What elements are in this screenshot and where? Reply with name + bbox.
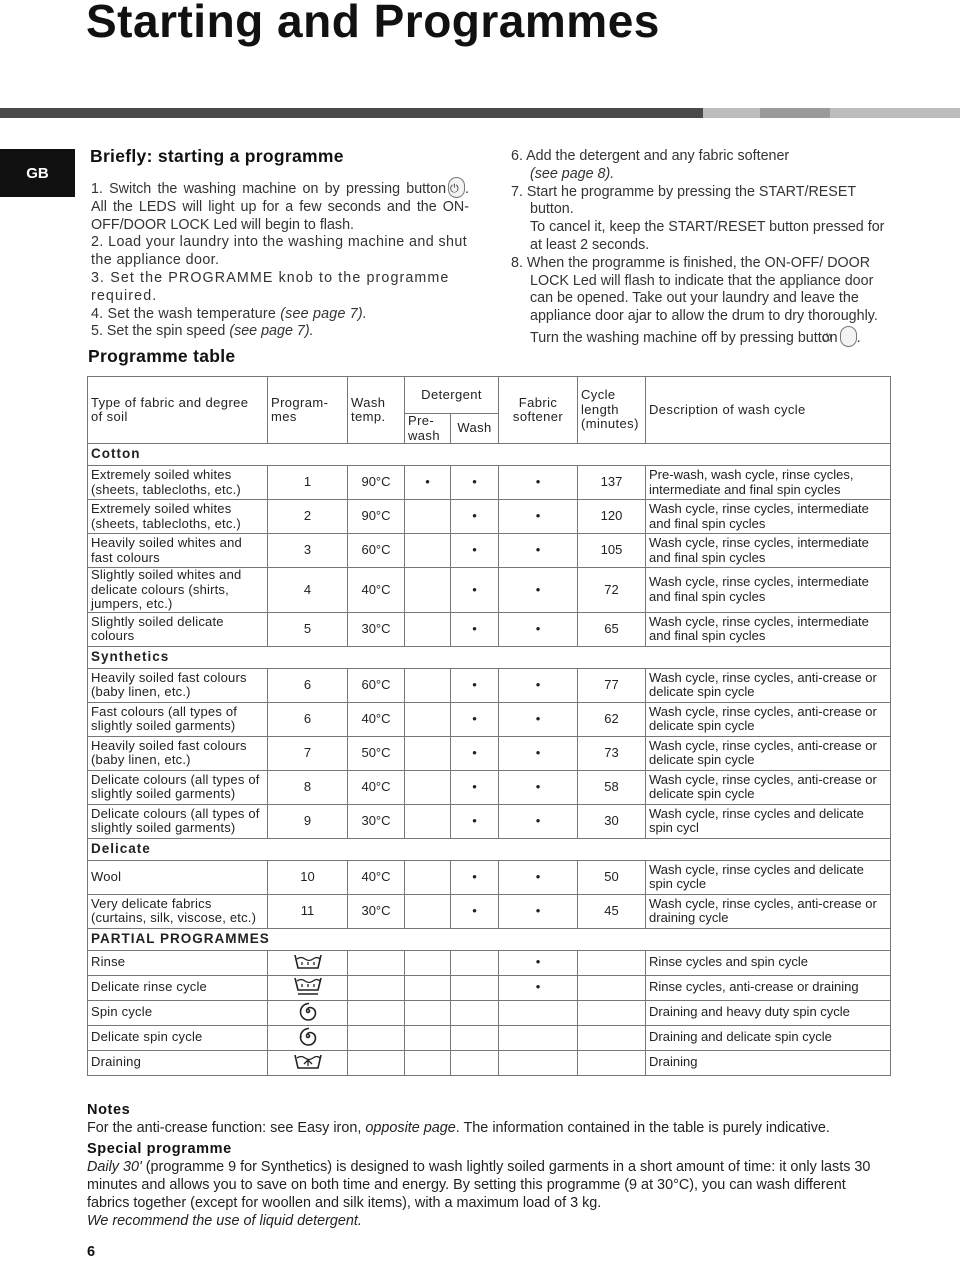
step-1: 1. Switch the washing machine on by pressing button⏻ . All the LEDS will light up for a few seconds and the ON-OFF/DOOR LOCK Led will begin to flash. bbox=[91, 177, 469, 234]
programme-symbol-cell bbox=[268, 1025, 348, 1050]
page-number: 6 bbox=[87, 1244, 96, 1260]
fabric-cell: Slightly soiled whites and delicate colours (shirts, jumpers, etc.) bbox=[88, 568, 268, 613]
programme-symbol-cell bbox=[268, 950, 348, 975]
description-cell: Wash cycle, rinse cycles and delicate spin cycle bbox=[646, 860, 891, 894]
cycle-minutes bbox=[578, 1025, 646, 1050]
power-button-icon bbox=[448, 177, 465, 198]
header-band-light bbox=[703, 108, 960, 118]
prewash-dot bbox=[405, 860, 451, 894]
table-row bbox=[88, 1050, 891, 1075]
wash-temp bbox=[348, 950, 405, 975]
wash-dot: • bbox=[451, 894, 499, 928]
description-cell: Wash cycle, rinse cycles, anti-crease or delicate spin cycle bbox=[646, 770, 891, 804]
header-band bbox=[0, 108, 703, 118]
cycle-minutes: 137 bbox=[578, 466, 646, 500]
wash-temp: 40°C bbox=[348, 860, 405, 894]
cycle-minutes: 72 bbox=[578, 568, 646, 613]
wash-temp bbox=[348, 1025, 405, 1050]
prewash-dot bbox=[405, 1025, 451, 1050]
table-row bbox=[88, 568, 891, 613]
description-cell: Wash cycle, rinse cycles and delicate spin cycl bbox=[646, 804, 891, 838]
cycle-minutes: 105 bbox=[578, 534, 646, 568]
softener-dot: • bbox=[499, 860, 578, 894]
wash-dot: • bbox=[451, 736, 499, 770]
step-4: 4. Set the wash temperature (see page 7). bbox=[91, 305, 368, 322]
prewash-dot bbox=[405, 894, 451, 928]
wash-temp: 30°C bbox=[348, 804, 405, 838]
description-cell: Wash cycle, rinse cycles, anti-crease or draining cycle bbox=[646, 894, 891, 928]
prewash-dot bbox=[405, 668, 451, 702]
cycle-minutes: 120 bbox=[578, 500, 646, 534]
cycle-minutes: 30 bbox=[578, 804, 646, 838]
wash-temp bbox=[348, 1000, 405, 1025]
description-cell: Draining and heavy duty spin cycle bbox=[646, 1000, 891, 1025]
softener-dot: • bbox=[499, 500, 578, 534]
wash-dot: • bbox=[451, 668, 499, 702]
prewash-dot bbox=[405, 568, 451, 613]
page-title: Starting and Programmes bbox=[86, 0, 660, 47]
rinse-icon bbox=[293, 952, 323, 974]
table-row bbox=[88, 736, 891, 770]
power-button-icon bbox=[840, 326, 857, 347]
header-detergent: Detergent bbox=[405, 377, 499, 414]
fabric-cell: Wool bbox=[88, 860, 268, 894]
description-cell: Wash cycle, rinse cycles, intermediate and final spin cycles bbox=[646, 568, 891, 613]
programme-symbol-cell bbox=[268, 1050, 348, 1075]
group-label: Delicate bbox=[88, 838, 891, 860]
fabric-cell: Rinse bbox=[88, 950, 268, 975]
notes-section bbox=[87, 1101, 887, 1230]
wash-temp: 90°C bbox=[348, 500, 405, 534]
wash-dot: • bbox=[451, 500, 499, 534]
cycle-minutes bbox=[578, 975, 646, 1000]
programme-table bbox=[87, 376, 891, 1076]
programme-symbol-cell bbox=[268, 975, 348, 1000]
description-cell: Draining and delicate spin cycle bbox=[646, 1025, 891, 1050]
wash-dot: • bbox=[451, 702, 499, 736]
header-softener: Fabric softener bbox=[499, 377, 578, 444]
softener-dot: • bbox=[499, 950, 578, 975]
briefly-steps-right bbox=[511, 148, 891, 348]
step-7: 7. Start he programme by pressing the START/RESET button. To cancel it, keep the START/RESET button pressed for at least 2 seconds. bbox=[511, 183, 885, 253]
fabric-cell: Heavily soiled whites and fast colours bbox=[88, 534, 268, 568]
programme-number: 6 bbox=[268, 668, 348, 702]
table-row bbox=[88, 534, 891, 568]
wash-dot: • bbox=[451, 804, 499, 838]
fabric-cell: Spin cycle bbox=[88, 1000, 268, 1025]
language-tab: GB bbox=[0, 149, 75, 197]
cycle-minutes bbox=[578, 950, 646, 975]
table-row bbox=[88, 500, 891, 534]
fabric-cell: Extremely soiled whites (sheets, tablecloths, etc.) bbox=[88, 466, 268, 500]
header-wash: Wash bbox=[451, 414, 499, 444]
header-programmes: Program-mes bbox=[268, 377, 348, 444]
prewash-dot bbox=[405, 612, 451, 646]
group-label: PARTIAL PROGRAMMES bbox=[88, 928, 891, 950]
programme-number: 1 bbox=[268, 466, 348, 500]
fabric-cell: Delicate colours (all types of slightly soiled garments) bbox=[88, 770, 268, 804]
header-cycle-length: Cycle length (minutes) bbox=[578, 377, 646, 444]
special-programme-text: Daily 30' (programme 9 for Synthetics) is designed to wash lightly soiled garments in a short amount of time: it only lasts 30 minutes and allows you to save on both time and energy. By setting this programme (9 at 30°C), you can wash different fabrics together (except for woollen and silk items), with a maximum load of 3 kg. We recommend the use of liquid detergent. bbox=[87, 1159, 871, 1229]
table-row bbox=[88, 668, 891, 702]
notes-text: For the anti-crease function: see Easy iron, opposite page. The information contained in the table is purely indicative. bbox=[87, 1120, 830, 1136]
softener-dot bbox=[499, 1000, 578, 1025]
softener-dot bbox=[499, 1025, 578, 1050]
wash-temp: 90°C bbox=[348, 466, 405, 500]
cycle-minutes: 45 bbox=[578, 894, 646, 928]
softener-dot: • bbox=[499, 568, 578, 613]
description-cell: Wash cycle, rinse cycles, anti-crease or delicate spin cycle bbox=[646, 702, 891, 736]
wash-dot bbox=[451, 950, 499, 975]
header-band-chip bbox=[760, 108, 830, 118]
prewash-dot bbox=[405, 534, 451, 568]
wash-temp bbox=[348, 1050, 405, 1075]
softener-dot: • bbox=[499, 702, 578, 736]
step-5: 5. Set the spin speed (see page 7). bbox=[91, 323, 314, 340]
cycle-minutes bbox=[578, 1000, 646, 1025]
fabric-cell: Draining bbox=[88, 1050, 268, 1075]
programme-number: 9 bbox=[268, 804, 348, 838]
header-fabric: Type of fabric and degree of soil bbox=[88, 377, 268, 444]
softener-dot: • bbox=[499, 668, 578, 702]
table-row bbox=[88, 466, 891, 500]
group-label: Synthetics bbox=[88, 646, 891, 668]
spin-icon bbox=[298, 1001, 318, 1025]
briefly-heading: Briefly: starting a programme bbox=[90, 146, 344, 166]
description-cell: Draining bbox=[646, 1050, 891, 1075]
wash-dot: • bbox=[451, 568, 499, 613]
step-2: 2. Load your laundry into the washing machine and shut the appliance door. bbox=[91, 234, 468, 269]
softener-dot: • bbox=[499, 894, 578, 928]
softener-dot: • bbox=[499, 612, 578, 646]
table-row bbox=[88, 1025, 891, 1050]
wash-temp: 40°C bbox=[348, 568, 405, 613]
notes-heading: Notes bbox=[87, 1102, 131, 1118]
header-temp: Wash temp. bbox=[348, 377, 405, 444]
programme-number: 8 bbox=[268, 770, 348, 804]
prewash-dot bbox=[405, 975, 451, 1000]
wash-dot bbox=[451, 1050, 499, 1075]
prewash-dot bbox=[405, 950, 451, 975]
briefly-steps bbox=[91, 177, 469, 341]
softener-dot: • bbox=[499, 466, 578, 500]
wash-dot bbox=[451, 1000, 499, 1025]
wash-dot bbox=[451, 975, 499, 1000]
group-row-delicate bbox=[88, 838, 891, 860]
prewash-dot bbox=[405, 736, 451, 770]
cycle-minutes: 65 bbox=[578, 612, 646, 646]
group-row-synthetics bbox=[88, 646, 891, 668]
programme-number: 10 bbox=[268, 860, 348, 894]
programme-number: 2 bbox=[268, 500, 348, 534]
wash-dot: • bbox=[451, 534, 499, 568]
cycle-minutes: 50 bbox=[578, 860, 646, 894]
fabric-cell: Heavily soiled fast colours (baby linen, etc.) bbox=[88, 736, 268, 770]
softener-dot: • bbox=[499, 975, 578, 1000]
group-label: Cotton bbox=[88, 444, 891, 466]
wash-temp: 60°C bbox=[348, 668, 405, 702]
step-8: 8. When the programme is finished, the ON-OFF/ DOOR LOCK Led will flash to indicate that the appliance door can be opened. Take out your laundry and leave the appliance door ajar to allow the drum to dry thoroughly. Turn the washing machine off by pressing button⏻ . bbox=[511, 255, 891, 348]
fabric-cell: Delicate colours (all types of slightly soiled garments) bbox=[88, 804, 268, 838]
prewash-dot bbox=[405, 1050, 451, 1075]
table-row bbox=[88, 804, 891, 838]
softener-dot: • bbox=[499, 736, 578, 770]
fabric-cell: Very delicate fabrics (curtains, silk, viscose, etc.) bbox=[88, 894, 268, 928]
cycle-minutes bbox=[578, 1050, 646, 1075]
programme-symbol-cell bbox=[268, 1000, 348, 1025]
description-cell: Wash cycle, rinse cycles, intermediate and final spin cycles bbox=[646, 534, 891, 568]
fabric-cell: Extremely soiled whites (sheets, tablecloths, etc.) bbox=[88, 500, 268, 534]
step-6: 6. Add the detergent and any fabric softener (see page 8). bbox=[511, 148, 790, 182]
fabric-cell: Delicate spin cycle bbox=[88, 1025, 268, 1050]
draining-icon bbox=[293, 1052, 323, 1074]
wash-dot bbox=[451, 1025, 499, 1050]
wash-dot: • bbox=[451, 860, 499, 894]
table-row bbox=[88, 702, 891, 736]
group-row-cotton bbox=[88, 444, 891, 466]
delicate-rinse-icon bbox=[293, 976, 323, 1000]
description-cell: Rinse cycles, anti-crease or draining bbox=[646, 975, 891, 1000]
programme-table-heading: Programme table bbox=[88, 346, 236, 366]
softener-dot bbox=[499, 1050, 578, 1075]
fabric-cell: Slightly soiled delicate colours bbox=[88, 612, 268, 646]
programme-number: 4 bbox=[268, 568, 348, 613]
prewash-dot bbox=[405, 804, 451, 838]
wash-temp bbox=[348, 975, 405, 1000]
softener-dot: • bbox=[499, 804, 578, 838]
wash-dot: • bbox=[451, 466, 499, 500]
programme-number: 3 bbox=[268, 534, 348, 568]
prewash-dot bbox=[405, 770, 451, 804]
programme-number: 7 bbox=[268, 736, 348, 770]
prewash-dot bbox=[405, 702, 451, 736]
wash-dot: • bbox=[451, 770, 499, 804]
table-row bbox=[88, 770, 891, 804]
description-cell: Wash cycle, rinse cycles, intermediate and final spin cycles bbox=[646, 500, 891, 534]
fabric-cell: Heavily soiled fast colours (baby linen, etc.) bbox=[88, 668, 268, 702]
programme-number: 6 bbox=[268, 702, 348, 736]
wash-temp: 40°C bbox=[348, 702, 405, 736]
wash-temp: 30°C bbox=[348, 612, 405, 646]
header-description: Description of wash cycle bbox=[646, 377, 891, 444]
step-3: 3. Set the PROGRAMME knob to the programme required. bbox=[91, 269, 450, 304]
header-prewash: Pre-wash bbox=[405, 414, 451, 444]
fabric-cell: Delicate rinse cycle bbox=[88, 975, 268, 1000]
special-programme-heading: Special programme bbox=[87, 1141, 232, 1157]
wash-temp: 50°C bbox=[348, 736, 405, 770]
description-cell: Wash cycle, rinse cycles, intermediate and final spin cycles bbox=[646, 612, 891, 646]
wash-temp: 40°C bbox=[348, 770, 405, 804]
prewash-dot: • bbox=[405, 466, 451, 500]
description-cell: Wash cycle, rinse cycles, anti-crease or delicate spin cycle bbox=[646, 668, 891, 702]
wash-temp: 60°C bbox=[348, 534, 405, 568]
prewash-dot bbox=[405, 500, 451, 534]
table-row bbox=[88, 1000, 891, 1025]
delicate-spin-icon bbox=[298, 1026, 318, 1050]
cycle-minutes: 77 bbox=[578, 668, 646, 702]
description-cell: Pre-wash, wash cycle, rinse cycles, intermediate and final spin cycles bbox=[646, 466, 891, 500]
prewash-dot bbox=[405, 1000, 451, 1025]
cycle-minutes: 62 bbox=[578, 702, 646, 736]
wash-temp: 30°C bbox=[348, 894, 405, 928]
cycle-minutes: 73 bbox=[578, 736, 646, 770]
table-row bbox=[88, 950, 891, 975]
programme-number: 11 bbox=[268, 894, 348, 928]
softener-dot: • bbox=[499, 534, 578, 568]
programme-number: 5 bbox=[268, 612, 348, 646]
wash-dot: • bbox=[451, 612, 499, 646]
table-row bbox=[88, 894, 891, 928]
softener-dot: • bbox=[499, 770, 578, 804]
table-row bbox=[88, 975, 891, 1000]
description-cell: Rinse cycles and spin cycle bbox=[646, 950, 891, 975]
group-row-partial bbox=[88, 928, 891, 950]
description-cell: Wash cycle, rinse cycles, anti-crease or delicate spin cycle bbox=[646, 736, 891, 770]
fabric-cell: Fast colours (all types of slightly soiled garments) bbox=[88, 702, 268, 736]
table-row bbox=[88, 612, 891, 646]
table-row bbox=[88, 860, 891, 894]
cycle-minutes: 58 bbox=[578, 770, 646, 804]
